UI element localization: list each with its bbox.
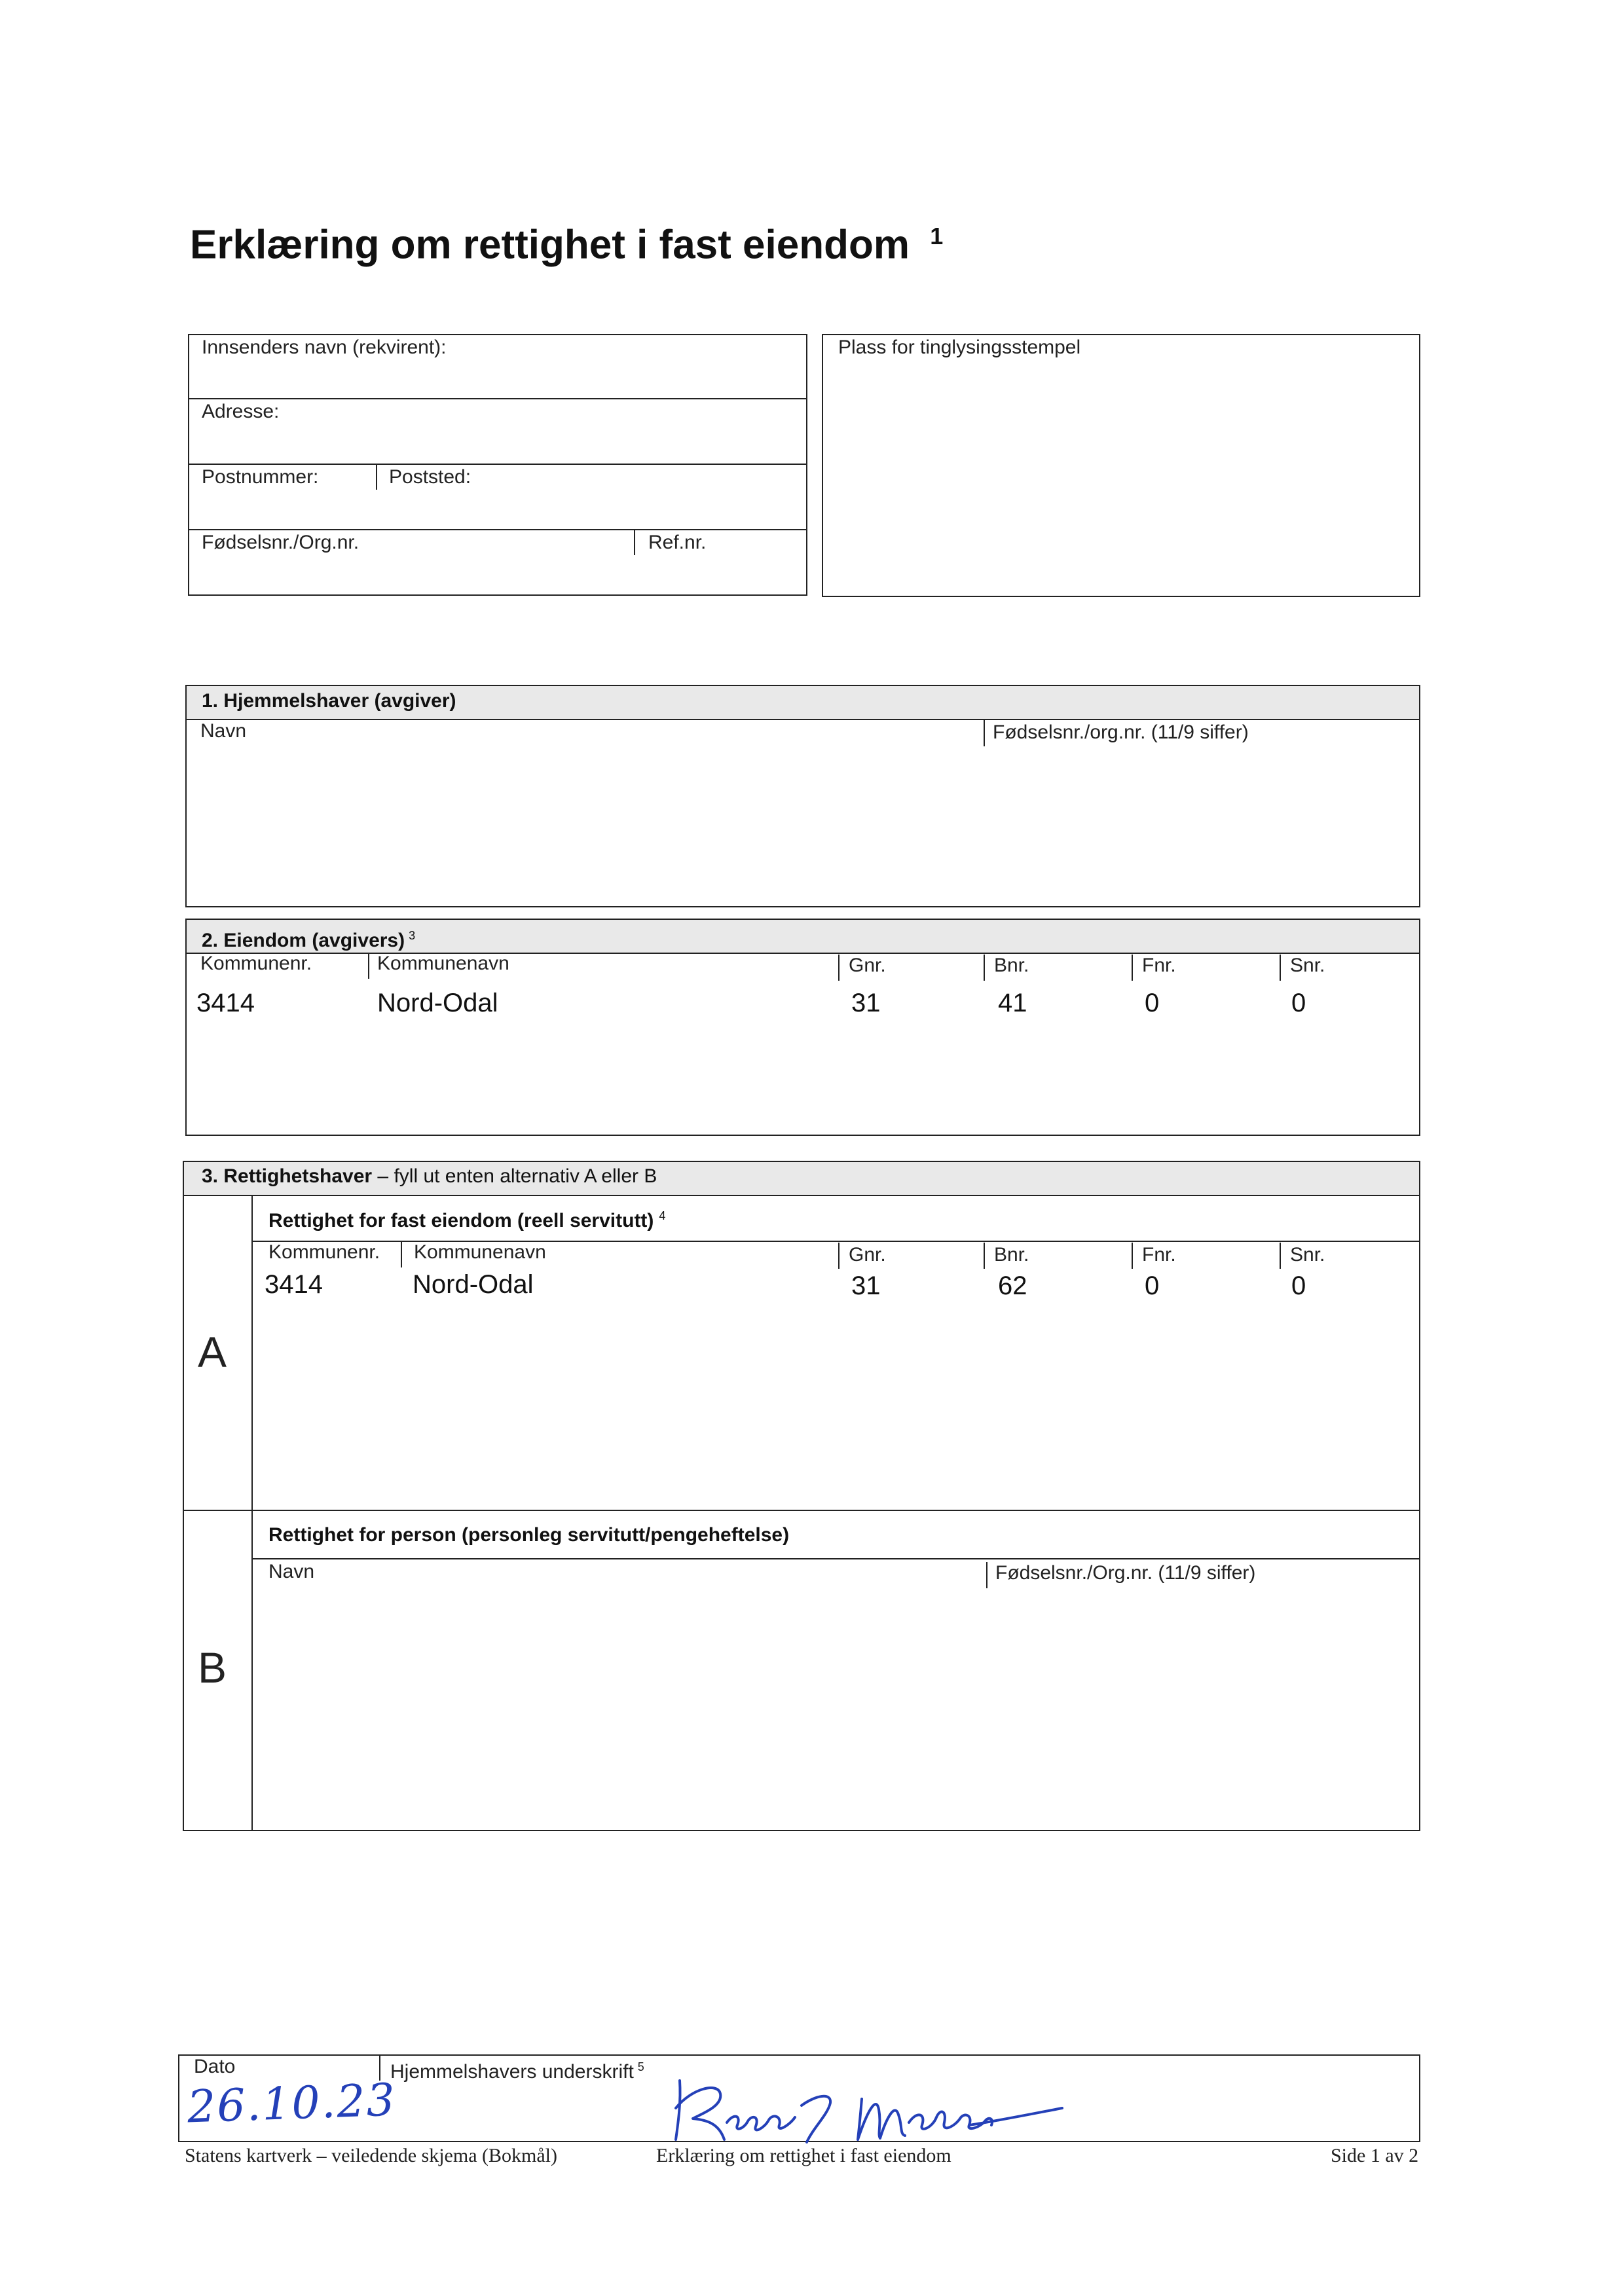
signature-stroke-1 [676,2081,680,2140]
b-id-label: Fødselsnr./Org.nr. (11/9 siffer) [995,1562,1256,1584]
form-title-text: Erklæring om rettighet i fast eiendom [190,222,910,268]
b-name-label: Navn [268,1561,315,1582]
s2-snr-value[interactable]: 0 [1291,989,1306,1017]
a-title-text: Rettighet for fast eiendom (reell servitutt) [268,1210,654,1231]
s2-kommunenr-value[interactable]: 3414 [196,989,255,1017]
signature-label [390,2056,644,2083]
idnr-field[interactable] [189,555,633,593]
b-name-field[interactable] [254,1584,982,1828]
signature-footnote: 5 [637,2060,644,2073]
footer-center: Erklæring om rettighet i fast eiendom [656,2145,951,2166]
s2-gnr-value[interactable]: 31 [851,989,881,1017]
date-label: Dato [194,2056,236,2077]
form-title [190,213,943,269]
section1-title [202,690,456,712]
signature-stroke-2 [676,2088,724,2140]
handwritten-date[interactable]: 26.10.23 [186,2074,397,2134]
signature-stroke-7 [909,2112,992,2129]
postnummer-field[interactable] [189,490,375,528]
section1-title-text: 1. Hjemmelshaver (avgiver) [202,690,456,712]
a-fnr-label: Fnr. [1142,1244,1176,1266]
form-title-footnote: 1 [930,223,944,249]
section1-id-field[interactable] [986,744,1418,905]
stamp-box [822,334,1420,597]
s2-fnr-value[interactable]: 0 [1145,989,1160,1017]
a-kommunenavn-label: Kommunenavn [414,1241,546,1263]
handwritten-signature[interactable] [661,2062,1067,2147]
section3-title [202,1165,657,1188]
alternative-b-letter: B [198,1643,227,1692]
section3-title-text: 3. Rettighetshaver [202,1165,373,1187]
s2-kommunenr-label: Kommunenr. [200,953,312,974]
postnummer-label: Postnummer: [202,466,319,488]
s2-kommunenavn-value[interactable]: Nord-Odal [377,989,498,1017]
s2-bnr-label: Bnr. [994,955,1029,976]
s2-kommunenavn-label: Kommunenavn [377,953,509,974]
address-label: Adresse: [202,401,280,422]
a-gnr-value[interactable]: 31 [851,1271,881,1300]
a-snr-value[interactable]: 0 [1291,1271,1306,1300]
a-kommunenavn-value[interactable]: Nord-Odal [413,1270,534,1299]
b-id-field[interactable] [989,1584,1418,1828]
ref-label: Ref.nr. [648,532,707,553]
submitter-name-field[interactable] [189,359,806,397]
address-field[interactable] [189,424,806,462]
s2-bnr-value[interactable]: 41 [998,989,1027,1017]
alternative-a-letter: A [198,1328,227,1376]
poststed-label: Poststed: [389,466,471,488]
a-snr-label: Snr. [1290,1244,1325,1266]
a-kommunenr-label: Kommunenr. [268,1241,380,1263]
section1-name-label: Navn [200,720,247,742]
a-title [268,1205,665,1232]
section1-name-field[interactable] [188,744,982,905]
ref-field[interactable] [637,555,806,593]
b-title-text: Rettighet for person (personleg servitutt/pengeheftelse) [268,1524,790,1546]
footer-left: Statens kartverk – veiledende skjema (Bokmål) [185,2145,557,2166]
section2-title-text: 2. Eiendom (avgivers) [202,930,405,951]
section2-footnote: 3 [409,929,416,942]
idnr-label: Fødselsnr./Org.nr. [202,532,360,553]
section3-subtitle: – fyll ut enten alternativ A eller B [372,1165,657,1187]
a-bnr-value[interactable]: 62 [998,1271,1027,1300]
a-footnote: 4 [659,1209,666,1222]
signature-label-text: Hjemmelshavers underskrift [390,2061,634,2083]
signature-stroke-3 [727,2116,795,2130]
s2-gnr-label: Gnr. [849,955,886,976]
footer-right: Side 1 av 2 [1331,2145,1419,2166]
submitter-name-label: Innsenders navn (rekvirent): [202,337,447,358]
a-kommunenr-value[interactable]: 3414 [265,1270,323,1299]
b-title [268,1524,789,1546]
a-fnr-value[interactable]: 0 [1145,1271,1160,1300]
poststed-field[interactable] [378,490,806,528]
s2-fnr-label: Fnr. [1142,955,1176,976]
signature-stroke-4 [802,2096,830,2142]
s2-snr-label: Snr. [1290,955,1325,976]
stamp-label: Plass for tinglysingsstempel [838,337,1081,358]
signature-stroke-6 [858,2104,905,2140]
section2-title [202,924,415,952]
signature-stroke-8 [969,2108,1062,2125]
a-gnr-label: Gnr. [849,1244,886,1266]
section1-id-label: Fødselsnr./org.nr. (11/9 siffer) [993,721,1249,743]
a-bnr-label: Bnr. [994,1244,1029,1266]
